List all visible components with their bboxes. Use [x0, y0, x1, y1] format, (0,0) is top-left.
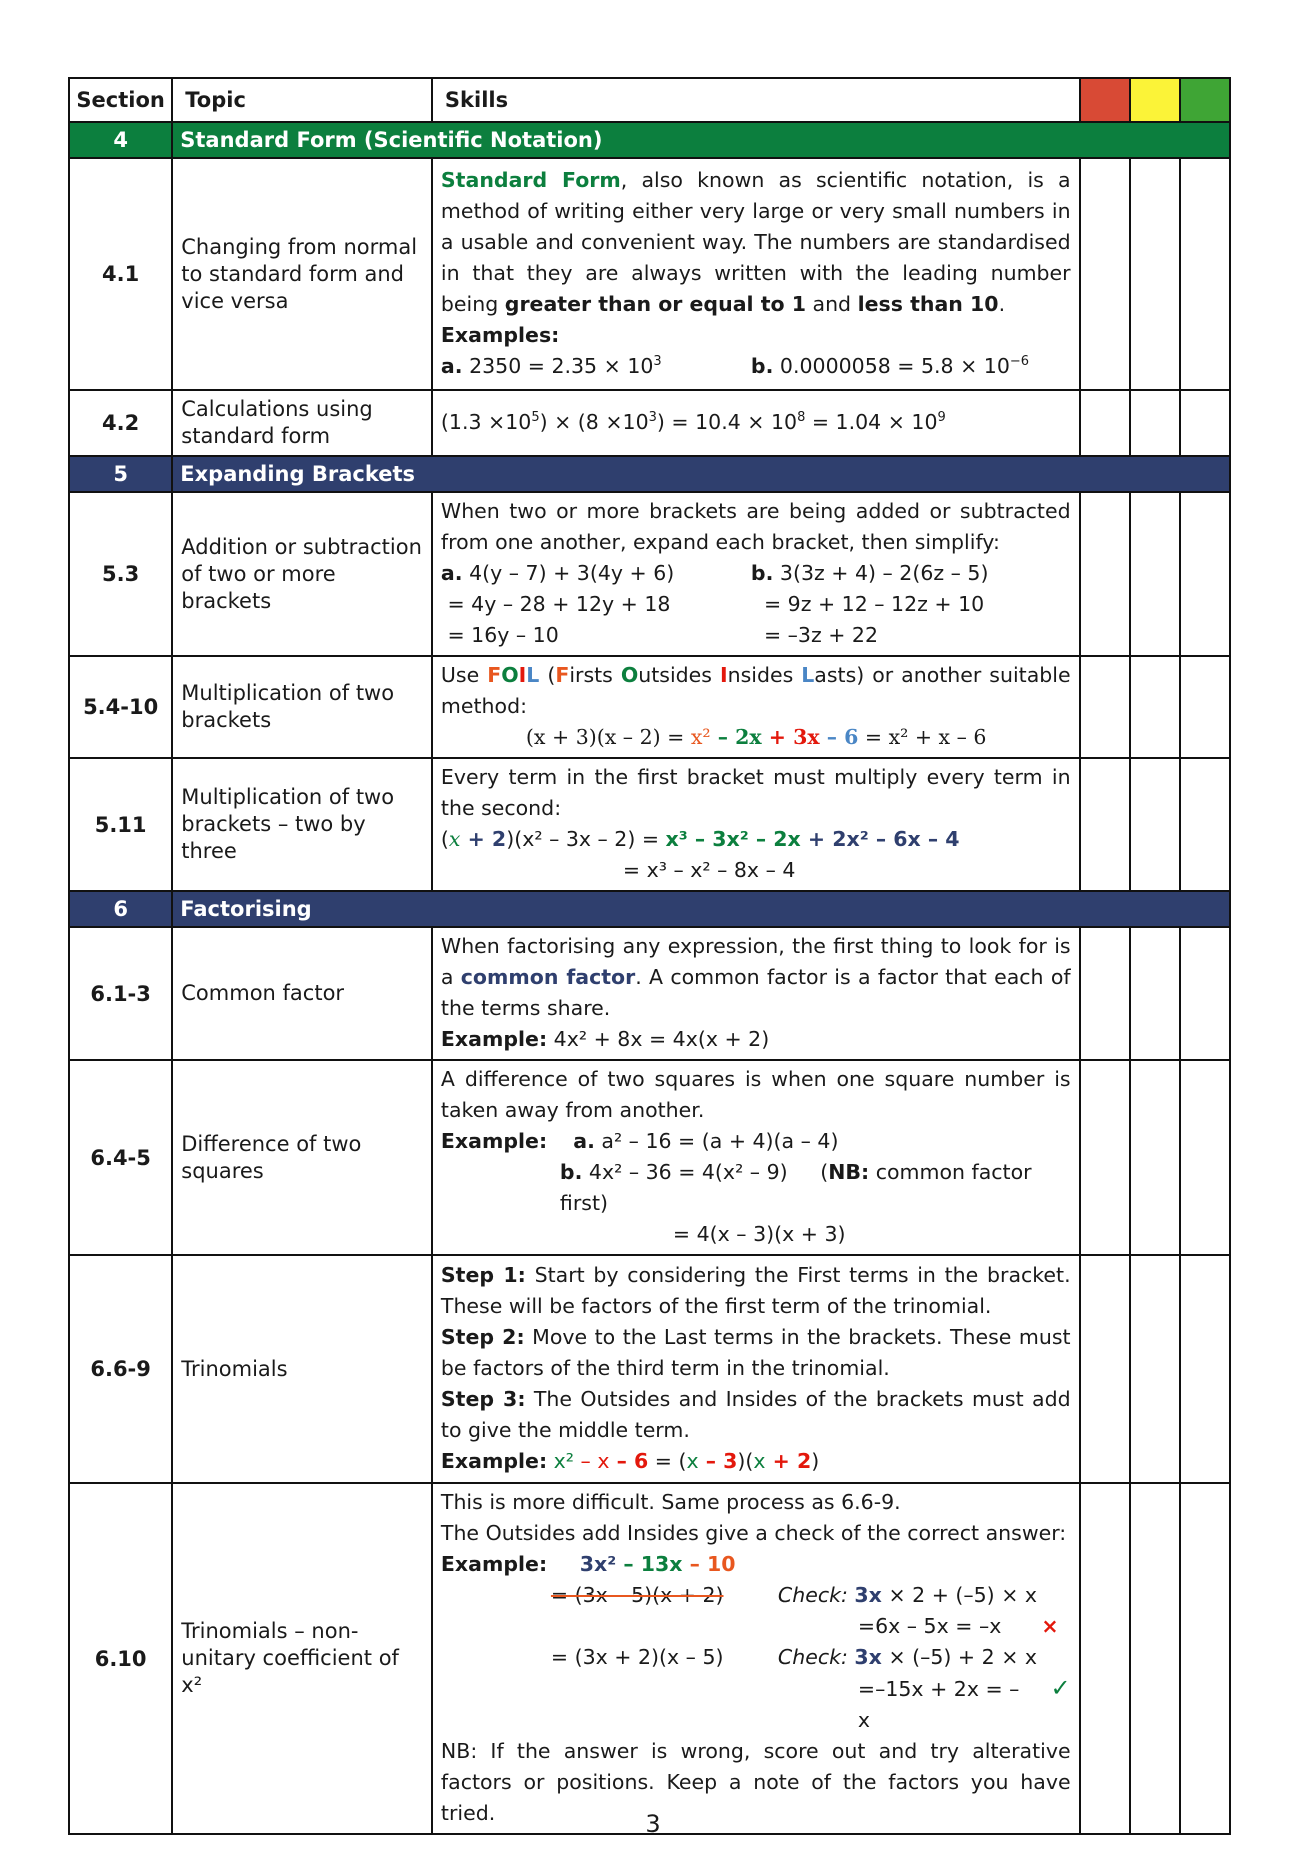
table-row [69, 758, 1230, 891]
table-row [69, 390, 1230, 456]
expansion-line: (x + 2)(x² – 3x – 2) = x³ – 3x² – 2x + 2x² – 6x – 4 [440, 827, 960, 851]
rag-amber-header [1130, 78, 1180, 122]
page-number: 3 [645, 1810, 661, 1838]
row-skills [432, 927, 1080, 1060]
row-topic: Multiplication of two brackets [172, 656, 432, 758]
rag-green-cell[interactable] [1180, 656, 1230, 758]
rag-green-cell[interactable] [1180, 1483, 1230, 1834]
rag-red-cell[interactable] [1080, 390, 1130, 456]
header-topic: Topic [172, 78, 432, 122]
row-number: 5.11 [69, 758, 172, 891]
rag-amber-cell[interactable] [1130, 758, 1180, 891]
attempt-2-check: =–15x + 2x = –x ✓ [857, 1674, 1071, 1732]
step-2: Step 2: Move to the Last terms in the brackets. These must be factors of the third term in the trinomial. [440, 1325, 1071, 1380]
row-topic: Difference of two squares [172, 1060, 432, 1255]
example-line: Example: 4x² + 8x = 4x(x + 2) [440, 1027, 770, 1051]
header-section: Section [69, 78, 172, 122]
rag-red-cell[interactable] [1080, 656, 1130, 758]
attempt-1: = (3x – 5)(x + 2) Check: 3x × 2 + (–5) × x [550, 1583, 1038, 1607]
row-number: 6.1-3 [69, 927, 172, 1060]
row-number: 6.10 [69, 1483, 172, 1834]
rag-red-cell[interactable] [1080, 1060, 1130, 1255]
row-skills [432, 1483, 1080, 1834]
header-skills: Skills [432, 78, 1080, 122]
rag-green-cell[interactable] [1180, 390, 1230, 456]
rag-amber-cell[interactable] [1130, 1483, 1180, 1834]
rag-red-cell[interactable] [1080, 1483, 1130, 1834]
check-mark-icon: ✓ [1050, 1674, 1071, 1702]
row-skills [432, 492, 1080, 656]
row-number: 4.1 [69, 158, 172, 390]
example-line: Example: x² – x – 6 = (x – 3)(x + 2) [440, 1449, 820, 1473]
row-number: 5.3 [69, 492, 172, 656]
section-band [69, 122, 1230, 158]
row-skills [432, 1255, 1080, 1483]
example-line: Example: 3x² – 13x – 10 [440, 1552, 736, 1576]
simplified-line: = x³ – x² – 8x – 4 [622, 858, 796, 882]
section-number: 4 [69, 122, 172, 158]
intro-line-2: The Outsides add Insides give a check of the correct answer: [440, 1521, 1067, 1545]
rag-red-cell[interactable] [1080, 158, 1130, 390]
table-row [69, 1483, 1230, 1834]
rag-green-cell[interactable] [1180, 158, 1230, 390]
rag-green-cell[interactable] [1180, 1255, 1230, 1483]
row-number: 4.2 [69, 390, 172, 456]
worked-examples: a. 4(y – 7) + 3(4y + 6) = 4y – 28 + 12y + 18 = 16y – 10 b. 3(3z + 4) – 2(6z – 5) = 9z + 12 – 12z + 10 = –3z + 22 [440, 561, 989, 647]
table-row [69, 1060, 1230, 1255]
row-number: 6.6-9 [69, 1255, 172, 1483]
section-number: 5 [69, 456, 172, 492]
row-topic: Changing from normal to standard form and vice versa [172, 158, 432, 390]
rag-amber-cell[interactable] [1130, 158, 1180, 390]
row-number: 5.4-10 [69, 656, 172, 758]
row-intro: A difference of two squares is when one square number is taken away from another. [440, 1067, 1071, 1122]
section-title: Standard Form (Scientific Notation) [172, 122, 1230, 158]
step-1: Step 1: Start by considering the First terms in the bracket. These will be factors of the first term of the trinomial. [440, 1263, 1071, 1318]
section-band [69, 891, 1230, 927]
rag-amber-cell[interactable] [1130, 1255, 1180, 1483]
row-skills: $(1.3 \times 10^5) \times (8 \times 10^3) = 10.4 \times 10^8 = 1.04 \times 10^9$ [432, 390, 1080, 456]
attempt-2: = (3x + 2)(x – 5) Check: 3x × (–5) + 2 × x [550, 1645, 1038, 1669]
rag-amber-cell[interactable] [1130, 492, 1180, 656]
table-row [69, 656, 1230, 758]
rag-red-header [1080, 78, 1130, 122]
row-skills [432, 158, 1080, 390]
examples-label: Examples: [440, 323, 560, 347]
skills-table [68, 77, 1231, 1835]
table-row [69, 492, 1230, 656]
rag-red-cell[interactable] [1080, 927, 1130, 1060]
standard-form-definition: Standard Form, also known as scientific notation, is a method of writing either very large or very small numbers in a usable and convenient way. The numbers are standardised in that they are always written with the leading number being greater than or equal to 1 and less than 10. [440, 168, 1071, 316]
rag-green-cell[interactable] [1180, 492, 1230, 656]
rag-amber-cell[interactable] [1130, 390, 1180, 456]
table-row [69, 158, 1230, 390]
rag-green-cell[interactable] [1180, 758, 1230, 891]
step-3: Step 3: The Outsides and Insides of the brackets must add to give the middle term. [440, 1387, 1071, 1442]
table-header [69, 78, 1230, 122]
row-topic: Trinomials – non-unitary coefficient of x² [172, 1483, 432, 1834]
row-skills [432, 656, 1080, 758]
row-skills [432, 758, 1080, 891]
intro-line-1: This is more difficult. Same process as 6.6-9. [440, 1490, 901, 1514]
table-row [69, 1255, 1230, 1483]
row-topic: Multiplication of two brackets – two by three [172, 758, 432, 891]
section-band [69, 456, 1230, 492]
rag-amber-cell[interactable] [1130, 656, 1180, 758]
wrong-mark-icon: × [1041, 1614, 1059, 1638]
example-line-a: Example: a. a² – 16 = (a + 4)(a – 4) [440, 1129, 839, 1153]
nb-note: NB: If the answer is wrong, score out and try alterative factors or positions. Keep a note of the factors you have tried. [440, 1739, 1071, 1825]
row-intro: Every term in the first bracket must multiply every term in the second: [440, 765, 1071, 820]
rag-green-cell[interactable] [1180, 927, 1230, 1060]
rag-red-cell[interactable] [1080, 492, 1130, 656]
section-number: 6 [69, 891, 172, 927]
rag-amber-cell[interactable] [1130, 1060, 1180, 1255]
rag-red-cell[interactable] [1080, 758, 1130, 891]
row-topic: Addition or subtraction of two or more brackets [172, 492, 432, 656]
rag-green-header [1180, 78, 1230, 122]
common-factor-description: When factorising any expression, the first thing to look for is a common factor. A common factor is a factor that each of the terms share. [440, 934, 1071, 1020]
row-number: 6.4-5 [69, 1060, 172, 1255]
row-topic: Common factor [172, 927, 432, 1060]
row-skills [432, 1060, 1080, 1255]
foil-example: (x + 3)(x – 2) = x² – 2x + 3x – 6 = x² + x – 6 [525, 725, 987, 749]
section-title: Expanding Brackets [172, 456, 1230, 492]
rag-amber-cell[interactable] [1130, 927, 1180, 1060]
table-row [69, 927, 1230, 1060]
foil-description: Use FOIL (Firsts Outsides Insides Lasts) or another suitable method: [440, 663, 1071, 718]
rag-red-cell[interactable] [1080, 1255, 1130, 1483]
row-topic: Trinomials [172, 1255, 432, 1483]
examples-line: a. $2350 = 2.35 \times 10^3$ b. $0.0000058 = 5.8 \times 10^{-6}$ [440, 354, 1030, 378]
row-intro: When two or more brackets are being added or subtracted from one another, expand each bracket, then simplify: [440, 499, 1071, 554]
rag-green-cell[interactable] [1180, 1060, 1230, 1255]
attempt-1-check: =6x – 5x = –x × [857, 1614, 1059, 1638]
example-line-b2: = 4(x – 3)(x + 3) [672, 1222, 846, 1246]
example-line-b: b. 4x² – 36 = 4(x² – 9) (NB: common factor first) [559, 1160, 1032, 1215]
section-title: Factorising [172, 891, 1230, 927]
row-topic: Calculations using standard form [172, 390, 432, 456]
